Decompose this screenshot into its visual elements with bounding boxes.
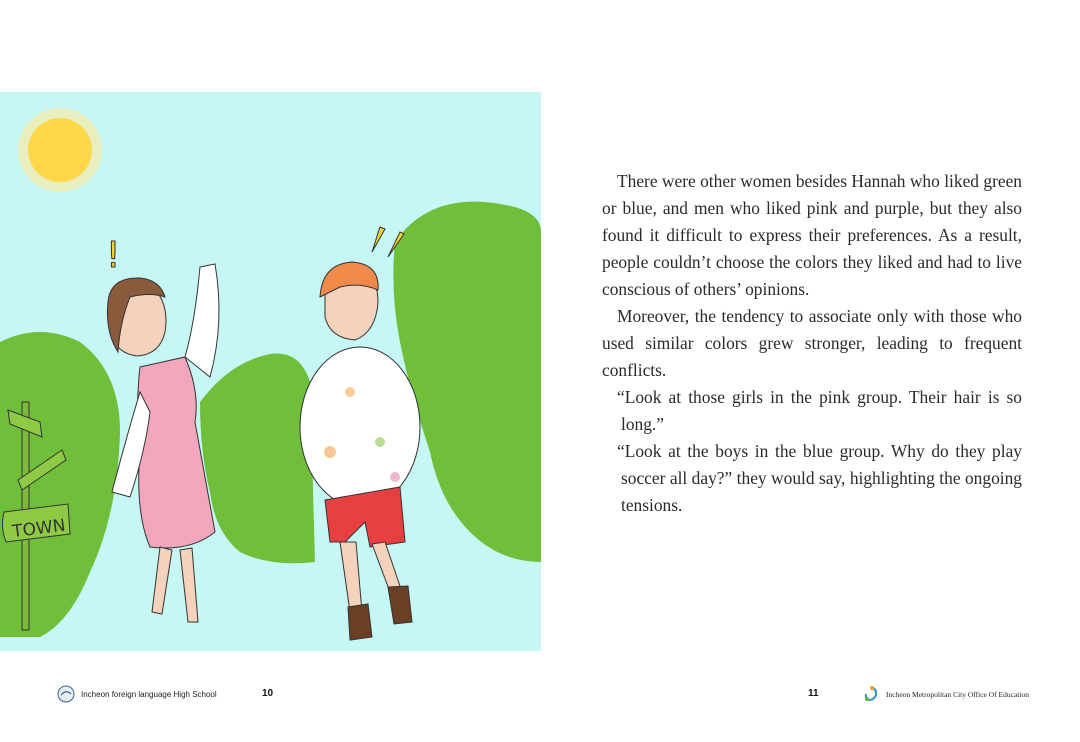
girl-exclamation-icon: ! bbox=[106, 235, 121, 276]
education-office-logo-icon bbox=[862, 685, 880, 703]
school-logo-icon bbox=[57, 685, 75, 703]
education-office-name: Incheon Metropolitan City Office Of Education bbox=[886, 689, 1029, 699]
footer-right bbox=[862, 684, 1029, 704]
story-illustration bbox=[0, 92, 541, 651]
shirt-dot bbox=[375, 437, 385, 447]
quote: “Look at those girls in the pink group. Their hair is so long.” bbox=[617, 387, 1022, 434]
shirt-dot bbox=[345, 387, 355, 397]
footer-left bbox=[57, 684, 217, 704]
story-text bbox=[602, 168, 1022, 519]
signpost-text: TOWN bbox=[11, 515, 67, 543]
shirt-dot bbox=[324, 446, 336, 458]
shirt-dot bbox=[390, 472, 400, 482]
school-name: Incheon foreign language High School bbox=[81, 689, 217, 699]
sun-icon bbox=[28, 118, 92, 182]
paragraph: Moreover, the tendency to associate only with those who used similar colors grew stronger, leading to frequent conflicts. bbox=[602, 306, 1022, 380]
quote: “Look at the boys in the blue group. Why do they play soccer all day?” they would say, highlighting the ongoing tensions. bbox=[617, 441, 1022, 515]
paragraph: There were other women besides Hannah who liked green or blue, and men who liked pink and purple, but they also found it difficult to express their preferences. As a result, people couldn’t choose the colors they liked and had to live conscious of others’ opinions. bbox=[602, 171, 1022, 299]
boy-shirt bbox=[300, 347, 420, 507]
page-number-right: 11 bbox=[808, 688, 819, 699]
illustration-drawing bbox=[0, 92, 541, 651]
page-number-left: 10 bbox=[262, 688, 274, 699]
